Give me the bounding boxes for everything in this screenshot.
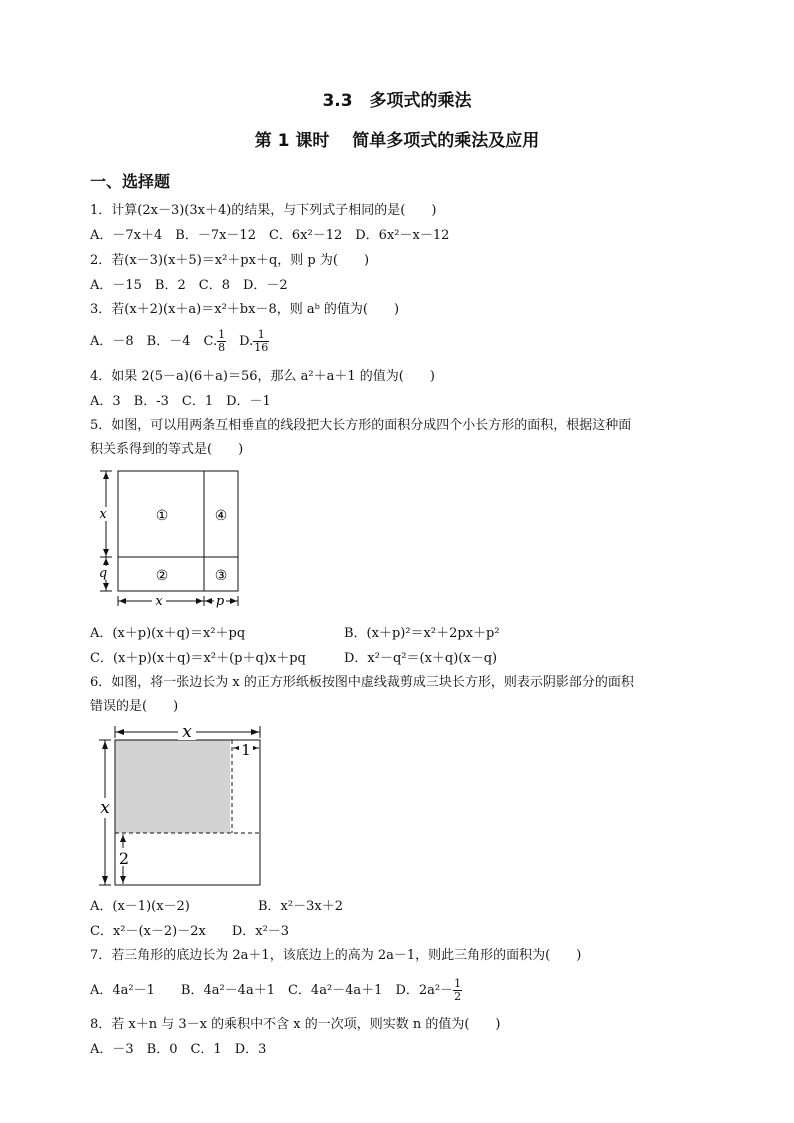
q7-stem: 7．若三角形的底边长为 2a＋1，该底边上的高为 2a－1，则此三角形的面积为( )	[90, 948, 582, 963]
q6-options-cd: C．x²－(x－2)－2x D．x²－3	[90, 924, 290, 939]
lesson-title: 3.3 多项式的乘法	[322, 91, 472, 111]
fraction-denominator: 16	[254, 341, 269, 354]
q2-options: A．－15 B．2 C．8 D．－2	[90, 278, 288, 293]
q6-option-a: A．(x－1)(x－2)	[90, 899, 190, 914]
q7-option-d-fraction	[453, 978, 462, 1003]
q5-stem-line2: 积关系得到的等式是( )	[90, 442, 244, 457]
region-3-label: ③	[214, 568, 228, 584]
q3-stem: 3．若(x＋2)(x＋a)＝x²＋bx－8，则 aᵇ 的值为( )	[90, 302, 400, 317]
q1-stem: 1．计算(2x－3)(3x＋4)的结果，与下列式子相同的是( )	[90, 203, 437, 218]
q5-option-b: B．(x＋p)²＝x²＋2px＋p²	[344, 626, 500, 641]
top-x-label: x	[182, 722, 192, 742]
fraction-numerator: 1	[253, 329, 269, 342]
q8-stem: 8．若 x＋n 与 3－x 的乘积中不含 x 的一次项，则实数 n 的值为( )	[90, 1017, 501, 1032]
q8-options: A．－3 B．0 C．1 D．3	[90, 1042, 267, 1057]
fraction-numerator: 1	[218, 328, 226, 341]
q7-options-abc: A．4a²－1 B．4a²－4a＋1 C．4a²－4a＋1 D．2a²－	[90, 983, 454, 998]
region-1-label: ①	[155, 508, 169, 524]
width-1-label: 1	[241, 741, 251, 759]
q5-figure	[88, 466, 258, 616]
q5-option-a: A．(x＋p)(x＋q)＝x²＋pq	[90, 626, 246, 641]
q6-figure	[92, 722, 267, 888]
region-4-label: ④	[214, 508, 228, 524]
q3-options-ab: A．－8 B．－4 C.	[90, 334, 218, 349]
q1-options: A．－7x＋4 B．－7x－12 C．6x²－12 D．6x²－x－12	[90, 228, 450, 243]
side-q-label: q	[98, 566, 108, 581]
fraction-denominator: 2	[454, 990, 462, 1003]
lesson-subtitle: 第 1 课时 简单多项式的乘法及应用	[254, 131, 540, 151]
bottom-x-label: x	[155, 594, 163, 609]
q6-option-b: B．x²－3x＋2	[258, 899, 343, 914]
region-2-label: ②	[155, 568, 169, 584]
section-heading: 一、选择题	[90, 172, 171, 191]
q4-stem: 4．如果 2(5－a)(6＋a)＝56，那么 a²＋a＋1 的值为( )	[90, 369, 435, 384]
q5-option-c: C．(x＋p)(x＋q)＝x²＋(p＋q)x＋pq	[90, 651, 306, 666]
bottom-p-label: p	[215, 594, 225, 609]
q2-stem: 2．若(x－3)(x＋5)＝x²＋px＋q，则 p 为( )	[90, 253, 370, 268]
shaded-region	[115, 740, 230, 833]
q3-option-c-fraction	[217, 329, 226, 354]
side-x-label: x	[99, 507, 107, 522]
q5-option-d: D．x²－q²＝(x＋q)(x－q)	[344, 651, 498, 666]
left-x-label: x	[100, 798, 110, 818]
fraction-denominator: 8	[218, 341, 226, 354]
q7-options	[90, 976, 462, 1006]
q5-stem-line1: 5．如图，可以用两条互相垂直的线段把大长方形的面积分成四个小长方形的面积，根据这种面	[90, 418, 632, 433]
height-2-label: 2	[118, 849, 130, 868]
q3-options	[90, 327, 269, 357]
q4-options: A．3 B．-3 C．1 D．－1	[90, 394, 271, 409]
q3-option-d-fraction	[253, 329, 269, 354]
q6-stem-line1: 6．如图，将一张边长为 x 的正方形纸板按图中虚线裁剪成三块长方形，则表示阴影部分的面积	[90, 675, 634, 690]
q3-option-d-label: D.	[226, 334, 254, 349]
q6-stem-line2: 错误的是( )	[90, 699, 179, 714]
fraction-numerator: 1	[454, 977, 462, 990]
